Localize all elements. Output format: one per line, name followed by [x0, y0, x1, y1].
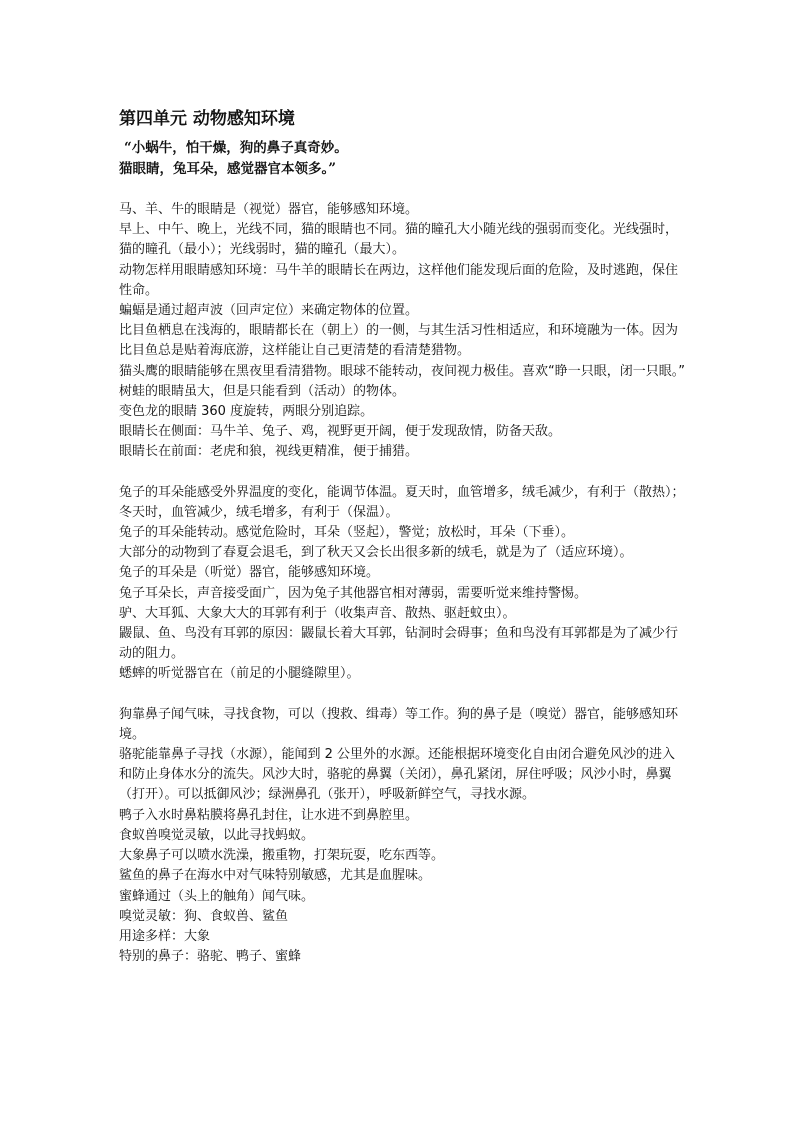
- paragraph: 狗靠鼻子闻气味，寻找食物，可以（搜救、缉毒）等工作。狗的鼻子是（嗅觉）器官，能够感知环境。: [119, 706, 679, 742]
- paragraph: 鼹鼠、鱼、鸟没有耳郭的原因：鼹鼠长着大耳郭，钻洞时会碍事；鱼和鸟没有耳郭都是为了减少行动的阻力。: [119, 626, 679, 662]
- paragraph: 兔子耳朵长，声音接受面广，因为兔子其他器官相对薄弱，需要听觉来维持警惕。: [119, 585, 588, 601]
- paragraph: 猫头鹰的眼睛能够在黑夜里看清猎物。眼球不能转动，夜间视力极佳。喜欢“睁一只眼，闭一只眼。”: [119, 363, 685, 379]
- paragraph: 大部分的动物到了春夏会退毛，到了秋天又会长出很多新的绒毛，就是为了（适应环境）。: [119, 545, 633, 561]
- unit-title: 第四单元 动物感知环境: [119, 109, 295, 129]
- section-ears: [119, 483, 685, 685]
- document-page: [119, 108, 685, 967]
- paragraph: 鲨鱼的鼻子在海水中对气味特别敏感，尤其是血腥味。: [119, 868, 432, 884]
- paragraph: 兔子的耳朵能感受外界温度的变化，能调节体温。夏天时，血管增多，绒毛减少，有利于（散热）；冬天时，血管减少，绒毛增多，有利于（保温）。: [119, 484, 685, 520]
- paragraph: 骆驼能靠鼻子寻找（水源），能闻到 2 公里外的水源。还能根据环境变化自由闭合避免风沙的进入和防止身体水分的流失。风沙大时，骆驼的鼻翼（关闭），鼻孔紧闭，屏住呼吸；风沙小时，鼻翼（打开）。可以抵御风沙；绿洲鼻孔（张开），呼吸新鲜空气，寻找水源。: [119, 747, 676, 803]
- poem: [119, 138, 685, 180]
- paragraph: 眼睛长在侧面：马牛羊、兔子、鸡，视野更开阔，便于发现敌情，防备天敌。: [119, 424, 562, 440]
- paragraph: 用途多样：大象: [119, 928, 211, 944]
- paragraph: 食蚁兽嗅觉灵敏，以此寻找蚂蚁。: [119, 827, 315, 843]
- paragraph: 兔子的耳朵能转动。感觉危险时，耳朵（竖起），警觉；放松时，耳朵（下垂）。: [119, 525, 575, 541]
- poem-line: “小蜗牛，怕干燥，狗的鼻子真奇妙。: [124, 140, 348, 156]
- section-noses: [119, 705, 685, 968]
- paragraph: 驴、大耳狐、大象大大的耳郭有利于（收集声音、散热、驱赶蚊虫）。: [119, 605, 516, 621]
- paragraph: 蝙蝠是通过超声波（回声定位）来确定物体的位置。: [119, 303, 419, 319]
- paragraph: 蟋蟀的听觉器官在（前足的小腿缝隙里）。: [119, 666, 360, 682]
- paragraph: 蜜蜂通过（头上的触角）闻气味。: [119, 888, 315, 904]
- paragraph: 马、羊、牛的眼睛是（视觉）器官，能够感知环境。: [119, 202, 419, 217]
- poem-line: 猫眼睛，兔耳朵，感觉器官本领多。”: [119, 161, 337, 177]
- paragraph: 变色龙的眼睛 360 度旋转，两眼分别追踪。: [119, 404, 374, 420]
- paragraph: 比目鱼栖息在浅海的，眼睛都长在（朝上）的一侧，与其生活习性相适应，和环境融为一体。因为比目鱼总是贴着海底游，这样能让自己更清楚的看清楚猎物。: [119, 323, 679, 359]
- paragraph: 鸭子入水时鼻粘膜将鼻孔封住，让水进不到鼻腔里。: [119, 807, 419, 823]
- paragraph: 眼睛长在前面：老虎和狼，视线更精准，便于捕猎。: [119, 444, 419, 460]
- section-eyes: [119, 200, 685, 463]
- paragraph: 兔子的耳朵是（听觉）器官，能够感知环境。: [119, 565, 380, 581]
- paragraph: 嗅觉灵敏：狗、食蚁兽、鲨鱼: [119, 908, 289, 924]
- paragraph: 大象鼻子可以喷水洗澡，搬重物，打架玩耍，吃东西等。: [119, 848, 445, 864]
- paragraph: 特别的鼻子：骆驼、鸭子、蜜蜂: [119, 949, 302, 965]
- paragraph: 早上、中午、晚上，光线不同，猫的眼睛也不同。猫的瞳孔大小随光线的强弱而变化。光线强时，猫的瞳孔（最小）；光线弱时，猫的瞳孔（最大）。: [119, 222, 679, 258]
- paragraph: 动物怎样用眼睛感知环境：马牛羊的眼睛长在两边，这样他们能发现后面的危险，及时逃跑，保住性命。: [119, 262, 679, 298]
- paragraph: 树蛙的眼睛虽大，但是只能看到（活动）的物体。: [119, 383, 406, 399]
